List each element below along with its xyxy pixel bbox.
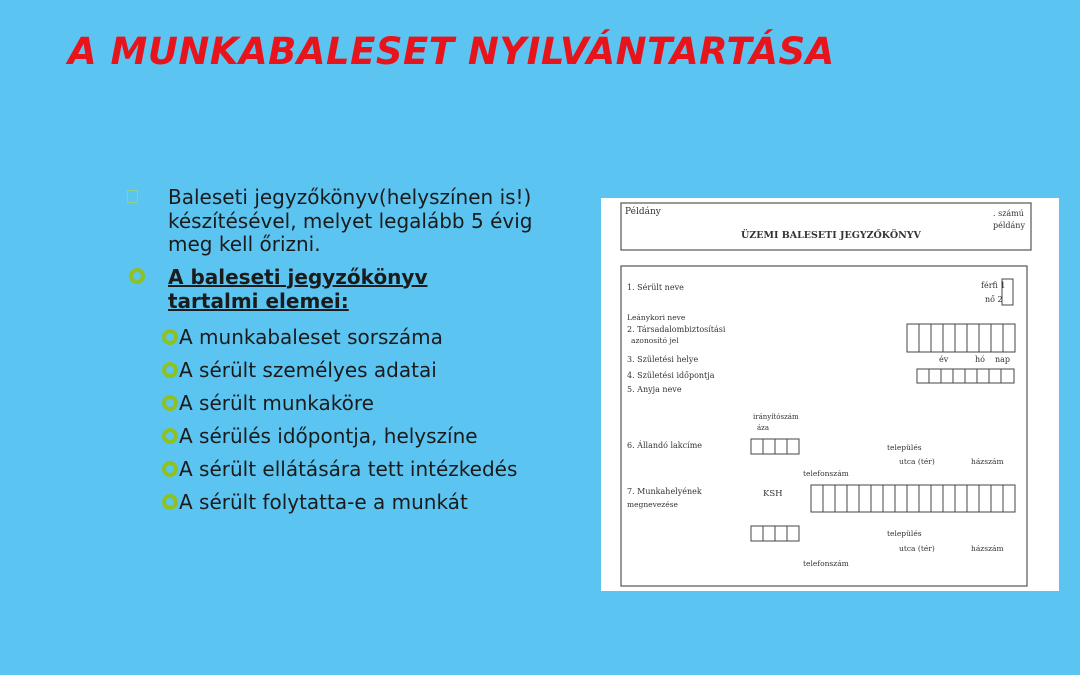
form-ferfi: férfi 1 [981,281,1006,290]
list-item [127,424,547,449]
list-item-text: A sérült folytatta-e a munkát [179,489,468,514]
zip-boxes-1 [751,439,799,454]
form-field-1: 1. Sérült neve [627,283,684,292]
ring-bullet-icon [129,268,145,284]
ring-bullet-icon [162,494,178,510]
list-item-text: A sérült személyes adatai [179,357,437,382]
form-field-3: 3. Születési helye [627,355,699,364]
list-item [127,457,547,482]
form-no: nő 2 [985,295,1003,304]
heading-line1: A baleseti jegyzőkönyv [168,264,428,289]
form-iranyitoszam-2: áza [757,424,770,432]
ksh-boxes [811,485,1015,512]
form-utca-1: utca (tér) [899,457,935,466]
form-header-right-1: . számú [993,209,1024,218]
bullet-list [127,186,547,515]
form-telepules-2: település [887,529,922,538]
taj-boxes [907,324,1015,352]
form-ho: hó [975,355,985,364]
heading-line2: tartalmi elemei: [168,288,349,313]
list-item [127,325,547,350]
heading-bullet [127,265,547,313]
date-boxes [917,369,1014,383]
list-item-text: A munkabaleset sorszáma [179,324,443,349]
list-item-text: A sérülés időpontja, helyszíne [179,423,478,448]
form-field-7a: 7. Munkahelyének [627,487,702,496]
intro-text: Baleseti jegyzőkönyv(helyszínen is!) készítésével, melyet legalább 5 évig meg kell őrizni. [168,185,533,256]
form-ksh: KSH [763,489,783,499]
form-title: ÜZEMI BALESETI JEGYZŐKÖNYV [741,230,921,241]
form-telefonszam-1: telefonszám [803,469,849,478]
list-item-text: A sérült munkaköre [179,390,374,415]
form-nap: nap [995,355,1011,364]
form-field-6: 6. Állandó lakcíme [627,441,703,450]
ring-bullet-icon [162,461,178,477]
page-title: A MUNKABALESET NYILVÁNTARTÁSA [68,30,835,73]
form-utca-2: utca (tér) [899,544,935,553]
list-item [127,358,547,383]
ring-bullet-icon [162,329,178,345]
list-item [127,490,547,515]
accident-report-form-image [601,198,1059,591]
form-field-2a: 2. Társadalombiztosítási [627,325,726,334]
list-item [127,391,547,416]
form-drawing [601,198,1059,591]
form-telefonszam-2: telefonszám [803,559,849,568]
form-field-2b: azonosító jel [631,336,679,345]
ring-bullet-icon [162,362,178,378]
zip-boxes-2 [751,526,799,541]
ring-bullet-icon [162,428,178,444]
ring-bullet-icon [162,395,178,411]
form-iranyitoszam-1: irányítószám [753,413,799,421]
form-leanykori: Leánykori neve [627,313,686,322]
form-hazszam-1: házszám [971,457,1004,466]
form-hazszam-2: házszám [971,544,1004,553]
square-bullet-icon [127,190,138,203]
form-header-left: Példány [625,207,661,217]
form-field-5: 5. Anyja neve [627,385,682,394]
form-ev: év [939,355,949,364]
form-telepules-1: település [887,443,922,452]
form-header-right-2: példány [993,221,1025,230]
intro-bullet [127,186,547,257]
list-item-text: A sérült ellátására tett intézkedés [179,456,518,481]
form-field-7b: megnevezése [627,500,678,509]
form-field-4: 4. Születési időpontja [627,371,715,380]
